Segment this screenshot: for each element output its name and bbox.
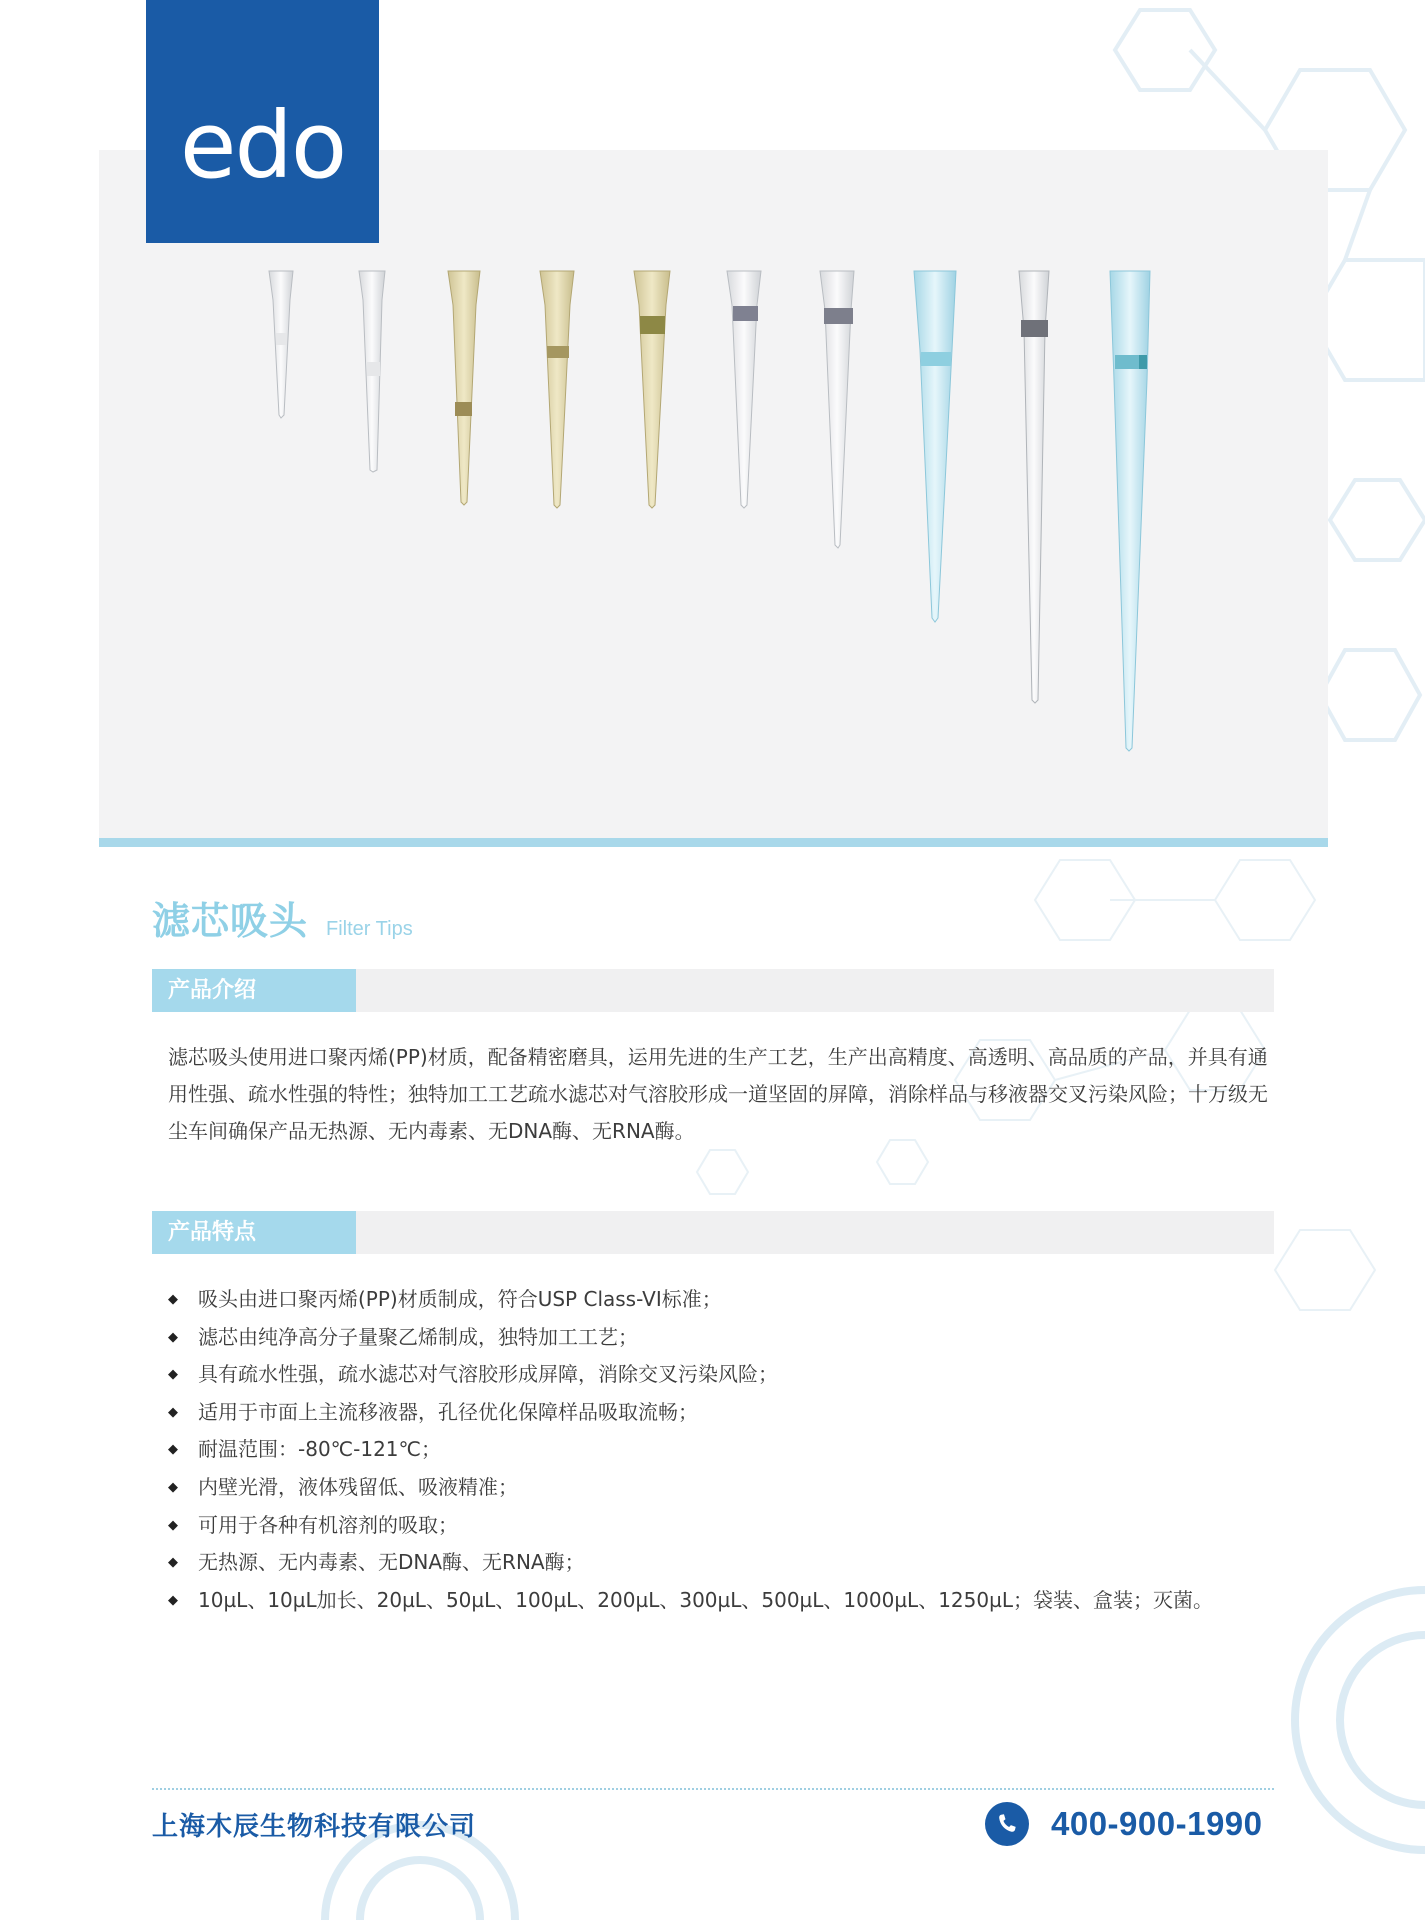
- tip-10ul: [269, 271, 293, 418]
- tip-200ul: [727, 271, 761, 508]
- tip-100ul: [634, 271, 670, 508]
- feature-item: ◆ 吸头由进口聚丙烯(PP)材质制成，符合USP Class-VI标准；: [168, 1281, 1213, 1319]
- tip-20ul: [448, 271, 480, 505]
- intro-paragraph: 滤芯吸头使用进口聚丙烯(PP)材质，配备精密磨具，运用先进的生产工艺，生产出高精度、高透明、高品质的产品，并具有通用性强、疏水性强的特性；独特加工工艺疏水滤芯对气溶胶形成一道坚固的屏障，消除样品与移液器交叉污染风险；十万级无尘车间确保产品无热源、无内毒素、无DNA酶、无RNA酶。: [168, 1045, 1268, 1143]
- intro-section-bar: [152, 969, 1274, 1012]
- bullet-icon: ◆: [168, 1442, 178, 1458]
- edo-logo: [146, 0, 379, 243]
- feature-item: ◆ 可用于各种有机溶剂的吸取；: [168, 1507, 1213, 1545]
- tip-50ul: [540, 271, 574, 508]
- product-title: [152, 895, 413, 945]
- feature-item: ◆ 滤芯由纯净高分子量聚乙烯制成，独特加工工艺；: [168, 1319, 1213, 1357]
- bullet-icon: ◆: [168, 1292, 178, 1307]
- footer-divider: [152, 1788, 1274, 1790]
- bullet-icon: ◆: [168, 1404, 178, 1420]
- title-chinese: 滤芯吸头: [152, 899, 309, 943]
- feature-item: ◆ 无热源、无内毒素、无DNA酶、无RNA酶；: [168, 1544, 1213, 1582]
- company-name: 上海木辰生物科技有限公司: [152, 1812, 477, 1842]
- feature-item: ◆ 耐温范围：-80℃-121℃；: [168, 1431, 1213, 1469]
- features-heading: 产品特点: [152, 1211, 356, 1254]
- bullet-icon: ◆: [168, 1367, 178, 1383]
- hero-divider: [99, 838, 1328, 847]
- tip-1250ul: [1110, 271, 1150, 751]
- feature-item: ◆ 适用于市面上主流移液器，孔径优化保障样品吸取流畅；: [168, 1394, 1213, 1432]
- filter-tips-image: [99, 150, 1328, 840]
- feature-item: ◆ 内壁光滑，液体残留低、吸液精准；: [168, 1469, 1213, 1507]
- tip-300ul: [820, 271, 854, 548]
- bullet-icon: ◆: [168, 1592, 178, 1608]
- bullet-icon: ◆: [168, 1555, 178, 1571]
- features-list: [168, 1281, 1213, 1619]
- tip-1000ul: [1019, 271, 1049, 703]
- tip-10ul-long: [359, 271, 385, 472]
- contact-phone: [985, 1802, 1263, 1846]
- title-english: Filter Tips: [326, 918, 413, 940]
- bullet-icon: ◆: [168, 1479, 178, 1495]
- logo-text: edo: [179, 92, 346, 199]
- bullet-icon: ◆: [168, 1329, 178, 1345]
- phone-icon: [985, 1802, 1029, 1846]
- features-section-bar: [152, 1211, 1274, 1254]
- bullet-icon: ◆: [168, 1517, 178, 1533]
- feature-item: ◆ 具有疏水性强，疏水滤芯对气溶胶形成屏障，消除交叉污染风险；: [168, 1356, 1213, 1394]
- tip-500ul: [914, 271, 956, 622]
- phone-number: 400-900-1990: [1051, 1805, 1263, 1842]
- intro-heading: 产品介绍: [152, 969, 356, 1012]
- feature-item: ◆ 10µL、10µL加长、20µL、50µL、100µL、200µL、300µL、500µL、1000µL、1250µL；袋装、盒装；灭菌。: [168, 1582, 1213, 1620]
